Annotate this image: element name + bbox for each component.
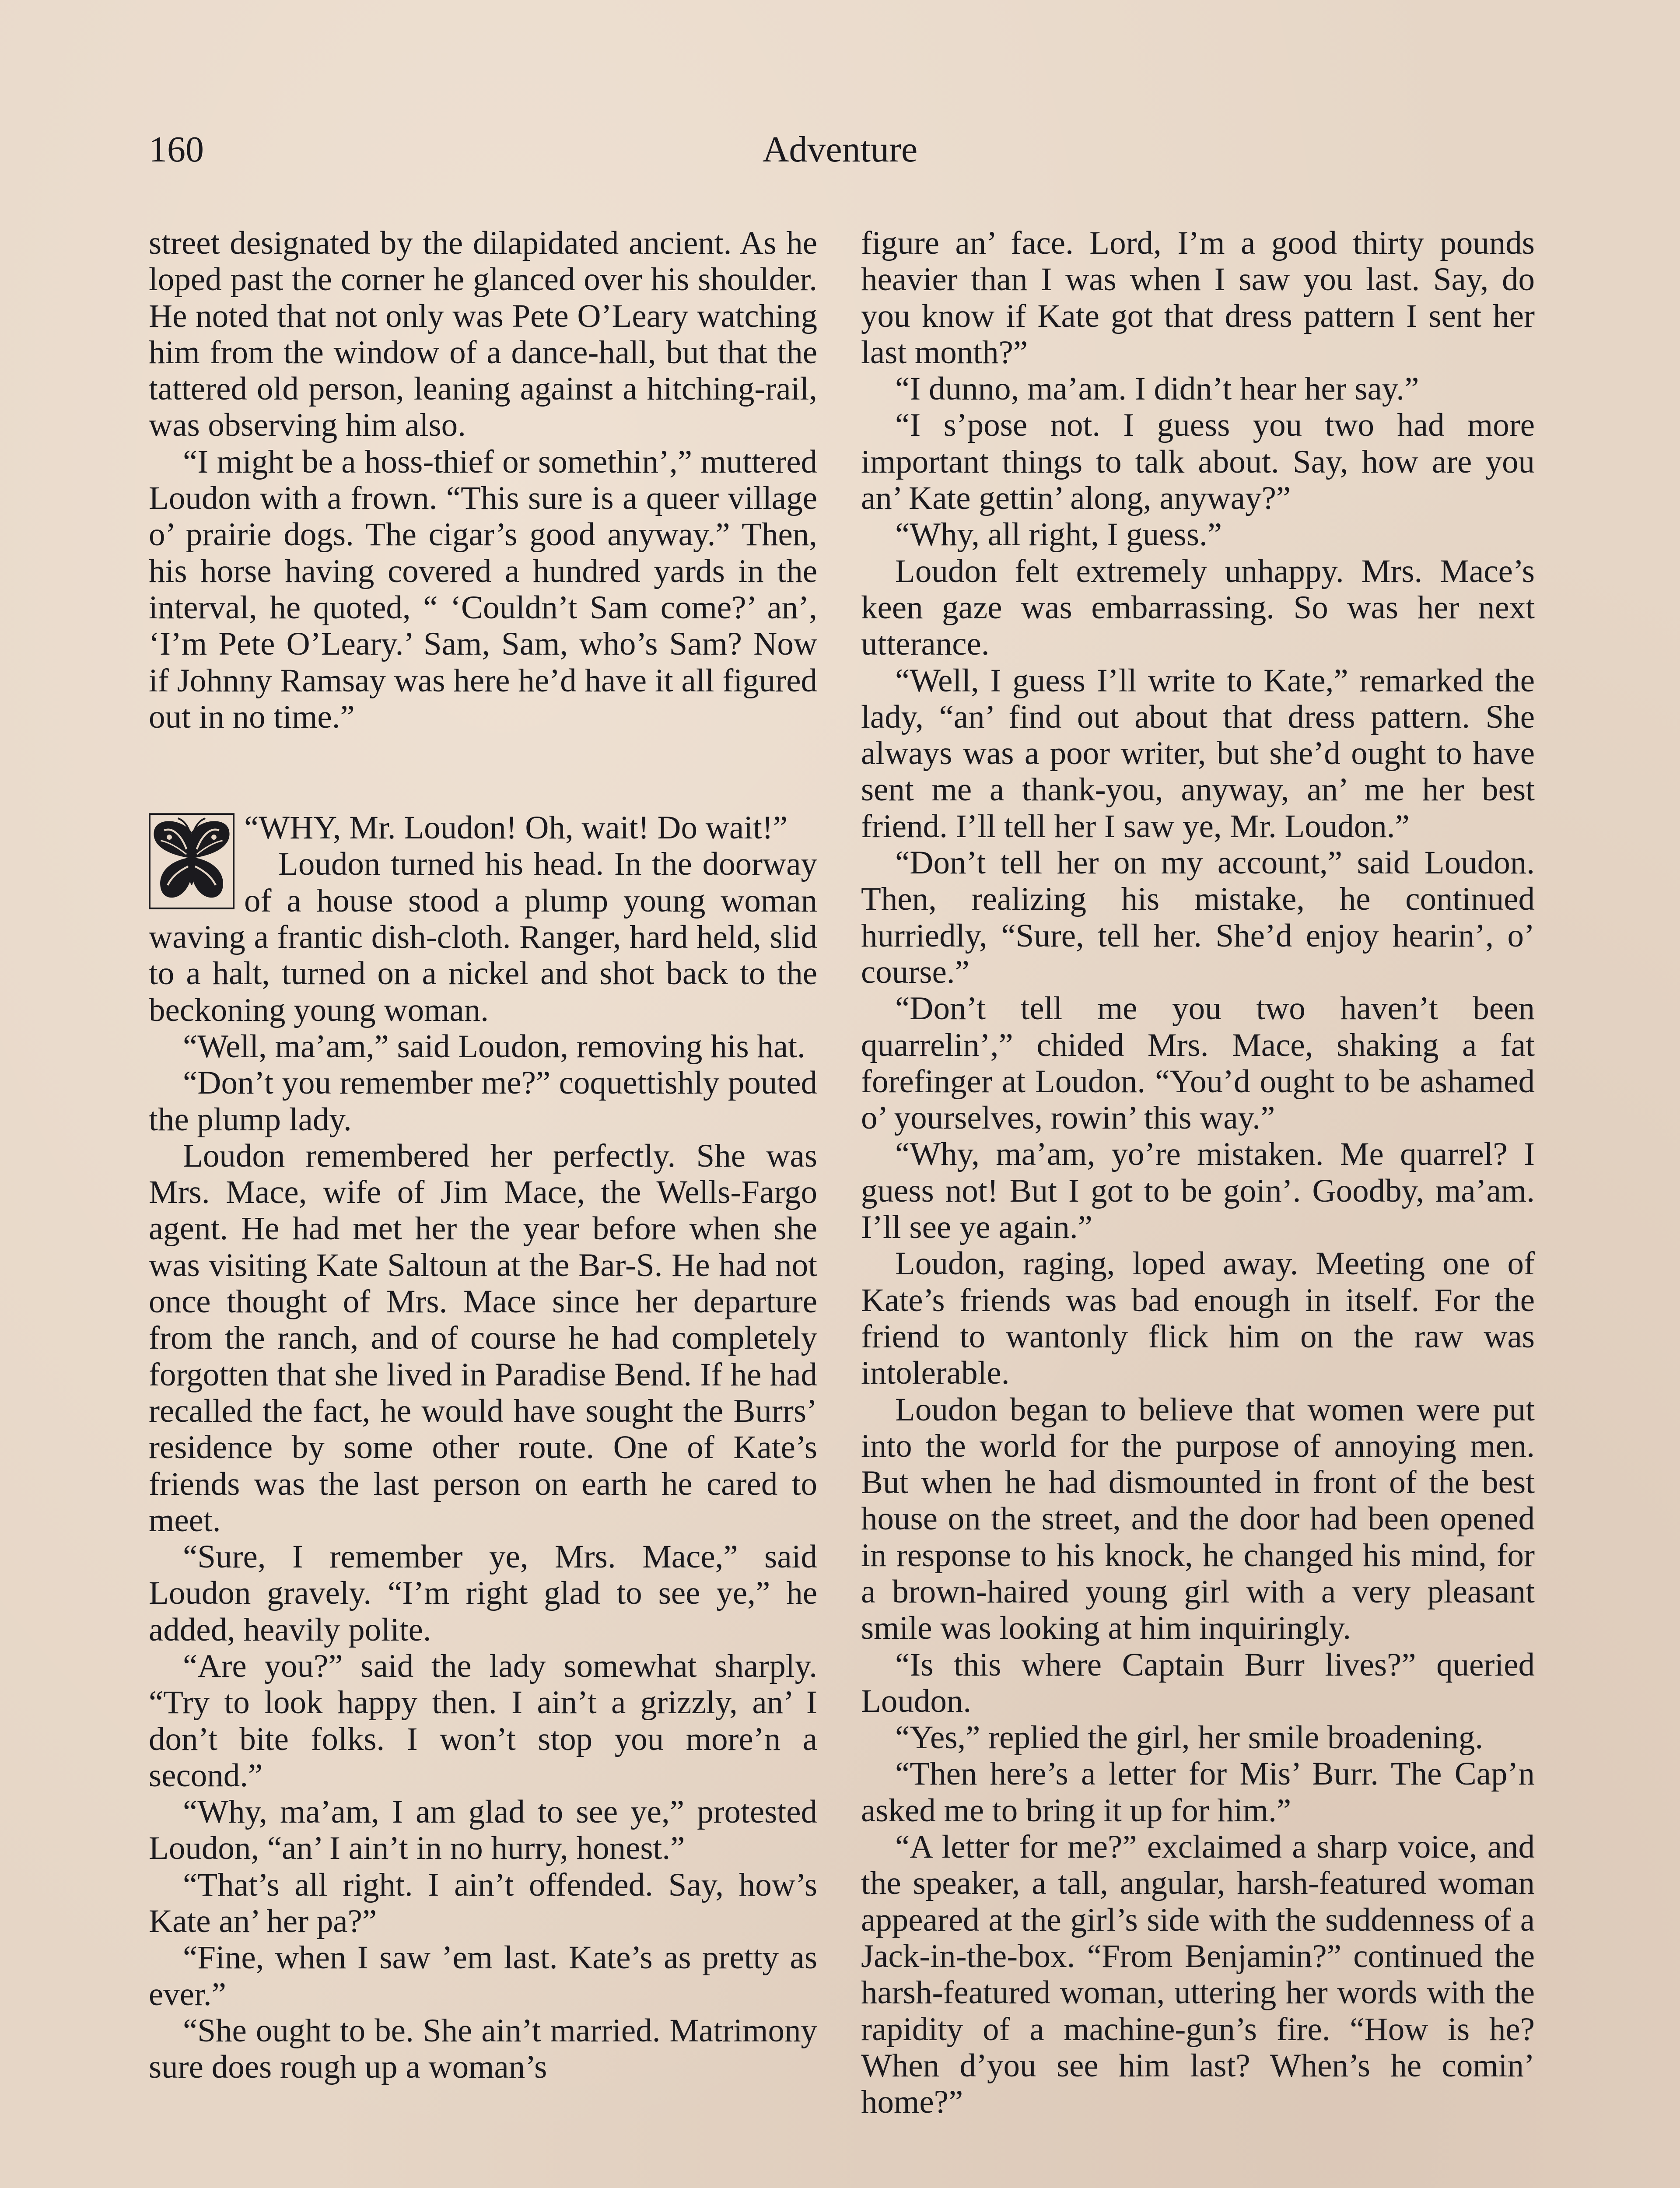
- paragraph: “I dunno, ma’am. I didn’t hear her say.”: [895, 371, 1419, 407]
- right-text-column: [861, 225, 1535, 2120]
- paragraph: “That’s all right. I ain’t offended. Say, how’s Kate an’ her pa?”: [149, 1866, 817, 1940]
- section-opening: [149, 810, 817, 2085]
- paragraph: “I s’pose not. I guess you two had more important things to talk about. Say, how are you an’ Kate gettin’ along, anyway?”: [861, 407, 1535, 517]
- paragraph: Loudon remembered her perfectly. She was Mrs. Mace, wife of Jim Mace, the Wells-Fargo agent. He had met her the year before when she was visiting Kate Saltoun at the Bar-S. He had not once thought of Mrs. Mace since her departure from the ranch, and of course he had completely forgotten that she lived in Paradise Bend. If he had recalled the fact, he would have sought the Burrs’ residence by some other route. One of Kate’s friends was the last person on earth he cared to meet.: [149, 1137, 817, 1539]
- paragraph: “Well, ma’am,” said Loudon, removing his hat.: [183, 1028, 805, 1065]
- paragraph: Loudon began to believe that women were put into the world for the purpose of annoying men. But when he had dismounted in front of the best house on the street, and the door had been opened in response to his knock, he changed his mind, for a brown-haired young girl with a very pleasant smile was looking at him inquiringly.: [861, 1391, 1535, 1647]
- left-text-column: [149, 225, 817, 2086]
- paragraph: “Is this where Captain Burr lives?” queried Loudon.: [861, 1646, 1535, 1719]
- paragraph: “I might be a hoss-thief or somethin’,” muttered Loudon with a frown. “This sure is a queer village o’ prairie dogs. The cigar’s good anyway.” Then, his horse having covered a hundred yards in the interval, he quoted, “ ‘Couldn’t Sam come?’ an’, ‘I’m Pete O’Leary.’ Sam, Sam, who’s Sam? Now if Johnny Ramsay was here he’d have it all figured out in no time.”: [149, 443, 817, 735]
- paragraph: “Why, all right, I guess.”: [895, 516, 1222, 553]
- paragraph: “A letter for me?” exclaimed a sharp voice, and the speaker, a tall, angular, harsh-featured woman appeared at the girl’s side with the suddenness of a Jack-in-the-box. “From Benjamin?” continued the harsh-featured woman, uttering her words with the rapidity of a machine-gun’s fire. “How is he? When d’you see him last? When’s he comin’ home?”: [861, 1829, 1535, 2121]
- paragraph: figure an’ face. Lord, I’m a good thirty pounds heavier than I was when I saw you last. Say, do you know if Kate got that dress pattern I sent her last month?”: [861, 225, 1535, 371]
- paragraph: “Don’t you remember me?” coquettishly pouted the plump lady.: [149, 1065, 817, 1138]
- paragraph: Loudon felt extremely unhappy. Mrs. Mace’s keen gaze was embarrassing. So was her next utterance.: [861, 553, 1535, 663]
- paragraph: “Sure, I remember ye, Mrs. Mace,” said Loudon gravely. “I’m right glad to see ye,” he added, heavily polite.: [149, 1539, 817, 1648]
- section-opening-paragraph: “WHY, Mr. Loudon! Oh, wait! Do wait!”: [244, 810, 788, 846]
- paragraph: “She ought to be. She ain’t married. Matrimony sure does rough up a woman’s: [149, 2012, 817, 2086]
- paragraph: “Then here’s a letter for Mis’ Burr. The Cap’n asked me to bring it up for him.”: [861, 1756, 1535, 1829]
- paragraph: “Don’t tell me you two haven’t been quarrelin’,” chided Mrs. Mace, shaking a fat forefinger at Loudon. “You’d ought to be ashamed o’ yourselves, rowin’ this way.”: [861, 990, 1535, 1136]
- paragraph: “Why, ma’am, yo’re mistaken. Me quarrel? I guess not! But I got to be goin’. Goodby, ma’am. I’ll see ye again.”: [861, 1136, 1535, 1246]
- paragraph: “Why, ma’am, I am glad to see ye,” protested Loudon, “an’ I ain’t in no hurry, honest.”: [149, 1794, 817, 1867]
- paragraph: “Don’t tell her on my account,” said Loudon. Then, realizing his mistake, he continued hurriedly, “Sure, tell her. She’d enjoy hearin’, o’ course.”: [861, 845, 1535, 990]
- butterfly-ornament-icon: [149, 813, 234, 909]
- paragraph: “Yes,” replied the girl, her smile broadening.: [895, 1719, 1484, 1756]
- paragraph: Loudon turned his head. In the doorway of a house stood a plump young woman waving a frantic dish-cloth. Ranger, hard held, slid to a halt, turned on a nickel and shot back to the beckoning young woman.: [149, 846, 817, 1028]
- paragraph: “Are you?” said the lady somewhat sharply. “Try to look happy then. I ain’t a grizzly, an’ I don’t bite folks. I won’t stop you more’n a second.”: [149, 1648, 817, 1794]
- page-number: 160: [149, 129, 204, 170]
- paragraph: “Fine, when I saw ’em last. Kate’s as pretty as ever.”: [149, 1939, 817, 2013]
- paragraph: Loudon, raging, loped away. Meeting one of Kate’s friends was bad enough in itself. For the friend to wantonly flick him on the raw was intolerable.: [861, 1245, 1535, 1392]
- running-head-title: Adventure: [762, 129, 918, 170]
- paragraph: “Well, I guess I’ll write to Kate,” remarked the lady, “an’ find out about that dress pattern. She always was a poor writer, but she’d ought to have sent me a thank-you, anyway, an’ me her best friend. I’ll tell her I saw ye, Mr. Loudon.”: [861, 662, 1535, 845]
- paragraph: street designated by the dilapidated ancient. As he loped past the corner he glanced over his shoulder. He noted that not only was Pete O’Leary watching him from the window of a dance-hall, but that the tattered old person, leaning against a hitching-rail, was observing him also.: [149, 225, 817, 444]
